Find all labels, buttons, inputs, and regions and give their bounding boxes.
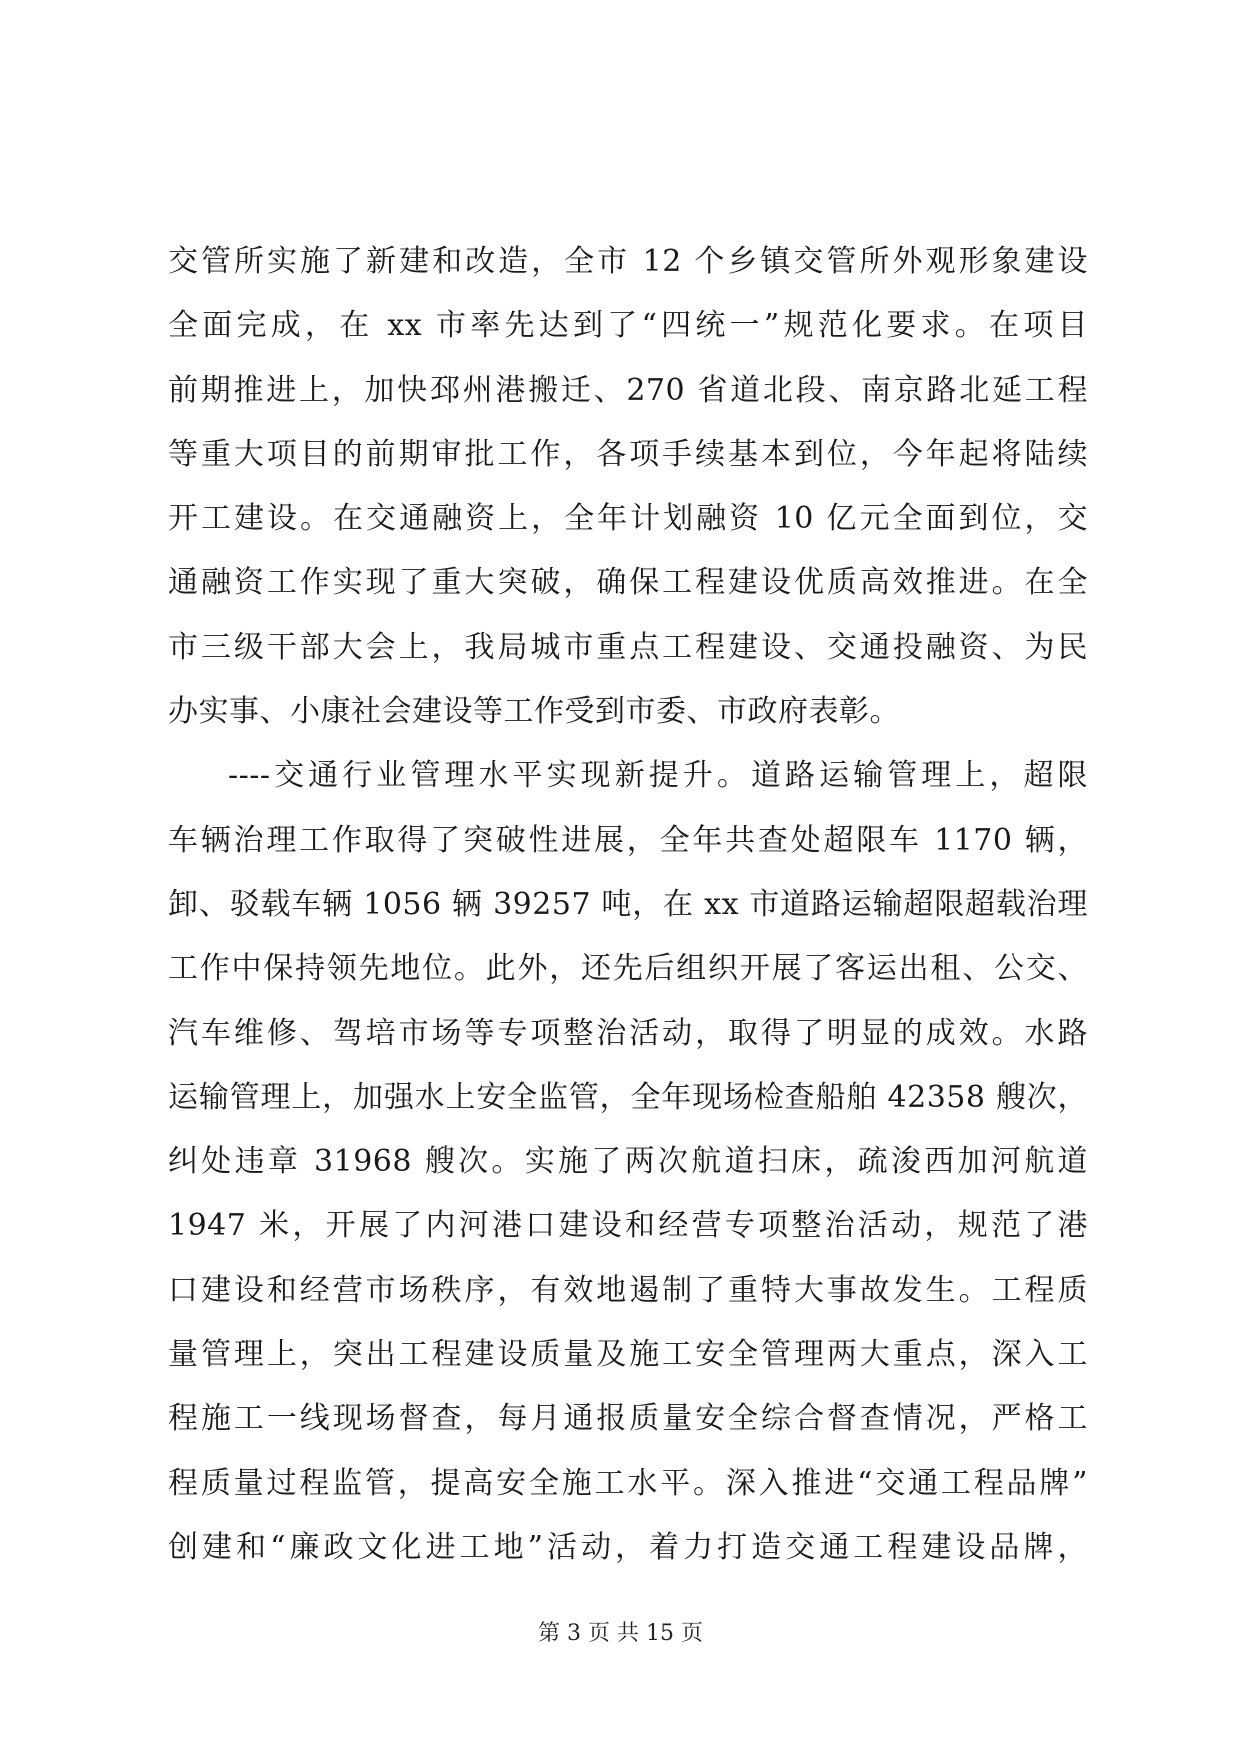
text-line: 卸、驳载车辆 1056 辆 39257 吨，在 xx 市道路运输超限超载治理 xyxy=(168,886,1088,922)
text-line: ----交通行业管理水平实现新提升。道路运输管理上，超限 xyxy=(228,758,1088,794)
text-line: 前期推进上，加快邳州港搬迁、270 省道北段、南京路北延工程 xyxy=(168,372,1088,408)
text-line: 汽车维修、驾培市场等专项整治活动，取得了明显的成效。水路 xyxy=(168,1015,1088,1051)
text-line: 通融资工作实现了重大突破，确保工程建设优质高效推进。在全 xyxy=(168,565,1088,601)
text-line: 程施工一线现场督查，每月通报质量安全综合督查情况，严格工 xyxy=(168,1401,1088,1437)
text-line: 创建和“廉政文化进工地”活动，着力打造交通工程建设品牌， xyxy=(168,1529,1088,1565)
text-line: 开工建设。在交通融资上，全年计划融资 10 亿元全面到位，交 xyxy=(168,501,1088,537)
text-line: 市三级干部大会上，我局城市重点工程建设、交通投融资、为民 xyxy=(168,629,1088,665)
text-line: 纠处违章 31968 艘次。实施了两次航道扫床，疏浚西加河航道 xyxy=(168,1144,1088,1180)
text-line: 办实事、小康社会建设等工作受到市委、市政府表彰。 xyxy=(168,694,900,730)
text-line: 全面完成，在 xx 市率先达到了“四统一”规范化要求。在项目 xyxy=(168,308,1088,344)
text-line: 交管所实施了新建和改造，全市 12 个乡镇交管所外观形象建设 xyxy=(168,244,1088,279)
text-line: 口建设和经营市场秩序，有效地遏制了重特大事故发生。工程质 xyxy=(168,1272,1088,1308)
text-line: 运输管理上，加强水上安全监管，全年现场检查船舶 42358 艘次， xyxy=(168,1079,1088,1115)
text-line: 1947 米，开展了内河港口建设和经营专项整治活动，规范了港 xyxy=(168,1208,1088,1244)
text-line: 工作中保持领先地位。此外，还先后组织开展了客运出租、公交、 xyxy=(168,951,1088,987)
text-line: 量管理上，突出工程建设质量及施工安全管理两大重点，深入工 xyxy=(168,1337,1088,1373)
body-text xyxy=(168,230,1088,1580)
text-line: 车辆治理工作取得了突破性进展，全年共查处超限车 1170 辆， xyxy=(168,822,1088,858)
page-number-footer: 第 3 页 共 15 页 xyxy=(538,1621,703,1646)
text-line: 程质量过程监管，提高安全施工水平。深入推进“交通工程品牌” xyxy=(168,1465,1088,1501)
text-line: 等重大项目的前期审批工作，各项手续基本到位，今年起将陆续 xyxy=(168,436,1088,472)
